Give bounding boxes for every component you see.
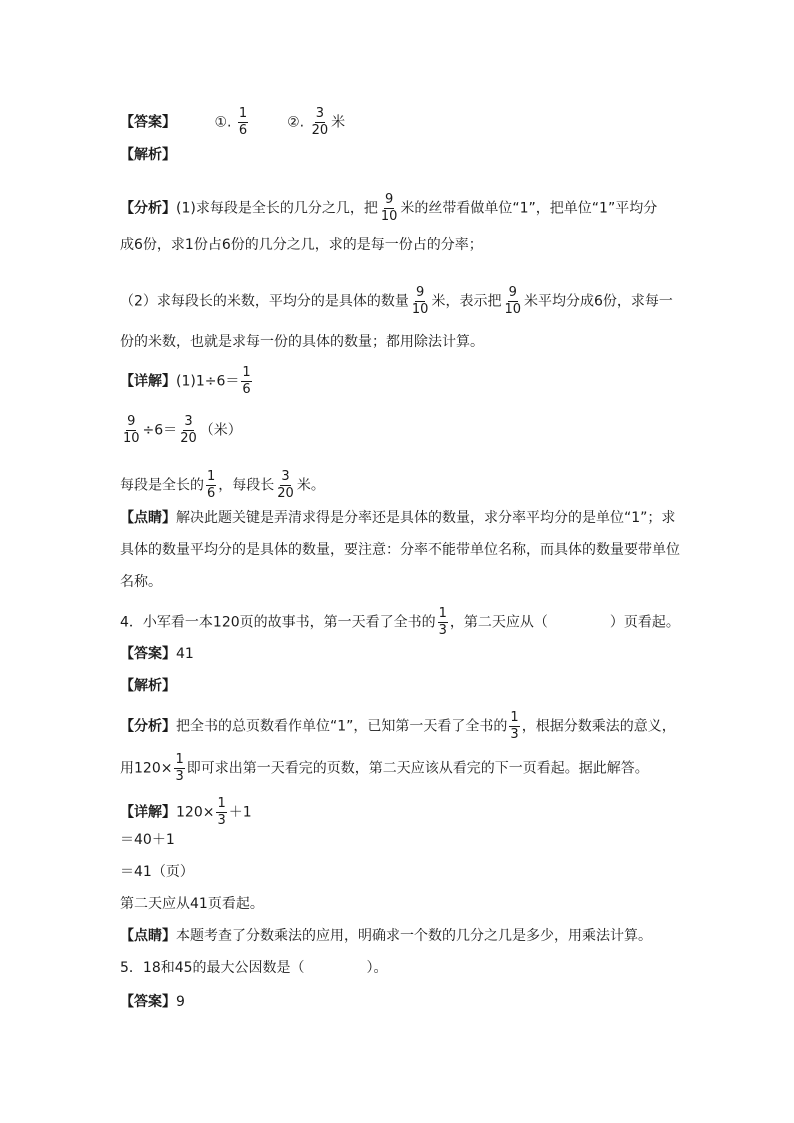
fraction: $\frac{9}{10}$ <box>411 285 429 317</box>
jiexi-heading: 【解析】 <box>120 147 176 163</box>
dianjing-tag: 【点睛】 <box>120 510 176 526</box>
fenxi-line-4: 份的米数，也就是求每一份的具体的数量；都用除法计算。 <box>120 334 484 350</box>
answer-tag: 【答案】 <box>120 994 176 1010</box>
dianjing-tag: 【点睛】 <box>120 928 176 944</box>
fraction: $\frac{1}{3}$ <box>175 752 184 784</box>
q4-fenxi-line-1: 【分析】把全书的总页数看作单位“1”，已知第一天看了全书的 $\frac{1}{3}$ ，根据分数乘法的意义， <box>120 710 676 742</box>
dianjing-line-2: 具体的数量平均分的是具体的数量，要注意：分率不能带单位名称，而具体的数量要带单位 <box>120 542 680 558</box>
q5-answer <box>120 992 185 1012</box>
dianjing-line-1: 【点睛】解决此题关键是弄清求得是分率还是具体的数量，求分率平均分的是单位“1”；求 <box>120 510 676 526</box>
q4-xiangjie-line-3: ＝41（页） <box>120 864 194 880</box>
q4-fenxi-line-2: 用120× $\frac{1}{3}$ 即可求出第一天看完的页数，第二天应该从看完的下一页看起。据此解答。 <box>120 752 649 784</box>
fraction: $\frac{9}{10}$ <box>123 414 140 446</box>
option-2-label: ②. <box>287 114 305 131</box>
fenxi-line-3: （2）求每段长的米数，平均分的是具体的数量 $\frac{9}{10}$ 米，表示把 $\frac{9}{10}$ 米平均分成6份，求每一 <box>120 285 673 317</box>
q4-jiexi-heading: 【解析】 <box>120 678 176 694</box>
xiangjie-line-3: 每段是全长的 $\frac{1}{6}$ ，每段长 $\frac{3}{20}$ 米。 <box>120 469 325 501</box>
fenxi-line-1: 【分析】(1)求每段是全长的几分之几，把 $\frac{9}{10}$ 米的丝带看做单位“1”，把单位“1”平均分 <box>120 192 658 224</box>
answer-line <box>120 106 345 139</box>
dianjing-line-3: 名称。 <box>120 574 162 590</box>
q4-answer <box>120 644 194 664</box>
q4-dianjing: 【点睛】本题考查了分数乘法的应用，明确求一个数的几分之几是多少，用乘法计算。 <box>120 928 652 944</box>
fraction: $\frac{9}{10}$ <box>504 285 521 317</box>
fenxi-tag: 【分析】 <box>120 200 176 217</box>
fraction: $\frac{1}{3}$ <box>510 710 519 742</box>
answer-value: 9 <box>176 994 185 1010</box>
unit: 米 <box>331 114 346 131</box>
fraction: $\frac{3}{20}$ <box>277 469 294 501</box>
question-5: 5．18和45的最大公因数是（ ）。 <box>120 960 388 976</box>
fraction: $\frac{9}{10}$ <box>380 192 398 224</box>
answer-tag: 【答案】 <box>120 114 176 131</box>
fraction: $\frac{1}{6}$ <box>242 365 251 397</box>
answer-tag: 【答案】 <box>120 646 176 662</box>
fenxi-tag: 【分析】 <box>120 718 176 735</box>
q4-xiangjie-line-2: ＝40＋1 <box>120 832 175 848</box>
question-4: 4．小军看一本120页的故事书，第一天看了全书的 $\frac{1}{3}$ ，第二天应从（ ）页看起。 <box>120 606 680 638</box>
answer-value: 41 <box>176 646 194 662</box>
option-1-label: ①. <box>214 114 232 131</box>
fenxi-line-2: 成6份，求1份占6份的几分之几，求的是每一份占的分率； <box>120 237 483 253</box>
xiangjie-tag: 【详解】 <box>120 373 176 390</box>
fraction: $\frac{1}{3}$ <box>217 796 226 828</box>
xiangjie-line-2: $\frac{9}{10}$ ÷6＝ $\frac{3}{20}$ （米） <box>123 414 242 446</box>
xiangjie-line-1: 【详解】(1)1÷6＝ $\frac{1}{6}$ <box>120 365 251 397</box>
fraction: $\frac{1}{6}$ <box>207 469 216 501</box>
fraction: $\frac{3}{20}$ <box>311 106 329 138</box>
q4-xiangjie-line-1: 【详解】120× $\frac{1}{3}$ ＋1 <box>120 796 252 828</box>
xiangjie-tag: 【详解】 <box>120 804 176 821</box>
q4-xiangjie-line-4: 第二天应从41页看起。 <box>120 896 264 912</box>
fraction: $\frac{1}{3}$ <box>438 606 447 638</box>
fraction: $\frac{1}{6}$ <box>238 106 248 138</box>
fraction: $\frac{3}{20}$ <box>180 414 197 446</box>
